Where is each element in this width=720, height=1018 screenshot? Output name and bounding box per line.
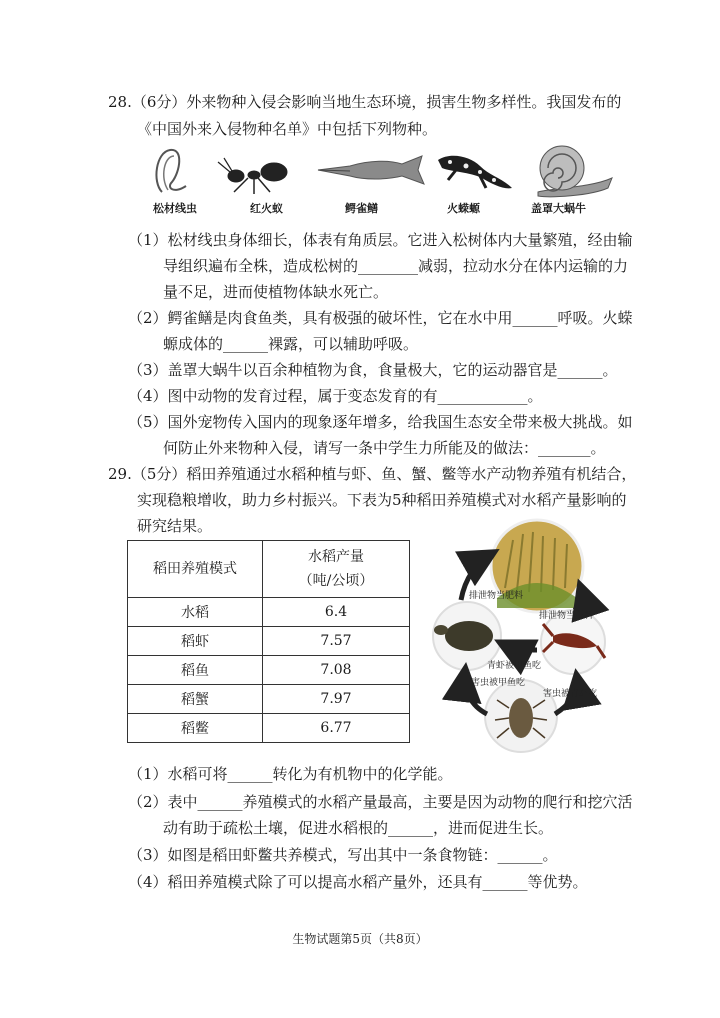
q29-p2-line2: 动有助于疏松土壤，促进水稻根的______，进而促进生长。 (163, 819, 554, 837)
table-row (128, 656, 410, 685)
table-header-row (128, 541, 410, 598)
row-mode: 水稻 (128, 598, 263, 627)
q28-p5-line1: （5）国外宠物传入国内的现象逐年增多，给我国生态安全带来极大挑战。如 (128, 413, 633, 431)
diagram-label-turtle-fertilizer: 排泄物当肥料 (469, 591, 524, 601)
q28-p2-line2: 螈成体的______裸露，可以辅助呼吸。 (163, 335, 419, 353)
animal-label-gar: 鳄雀鳝 (345, 202, 378, 215)
table-row (128, 685, 410, 714)
diagram-label-shrimp-eaten: 青虾被甲鱼吃 (487, 661, 542, 671)
q29-p4: （4）稻田养殖模式除了可以提高水稻产量外，还具有______等优势。 (128, 873, 588, 891)
q29-p2-line1: （2）表中______养殖模式的水稻产量最高，主要是因为动物的爬行和挖穴活 (128, 793, 633, 811)
q29-stem-line3: 研究结果。 (137, 517, 213, 535)
turtle-picture (433, 602, 501, 670)
q28-p5-line2: 何防止外来物种入侵，请写一条中学生力所能及的做法：_______。 (163, 439, 606, 457)
q29-p3: （3）如图是稻田虾鳖共养模式，写出其中一条食物链：______。 (128, 846, 558, 864)
diagram-label-pest-eaten-shrimp: 害虫被青虾吃 (543, 689, 598, 699)
header-yield-line2: （吨/公顷） (298, 573, 374, 589)
ant-picture (218, 158, 287, 194)
q29-stem-line2: 实现稳粮增收，助力乡村振兴。下表为5种稻田养殖模式对水稻产量影响的 (137, 491, 627, 509)
table-row (128, 627, 410, 656)
row-yield: 6.4 (263, 598, 410, 627)
q28-p1-line2: 导组织遍布全株，造成松树的________减弱，拉动水分在体内运输的力 (163, 257, 629, 275)
q28-stem-line1: 28.（6分）外来物种入侵会影响当地生态环境，损害生物多样性。我国发布的 (108, 93, 622, 111)
animal-label-fire-ant: 红火蚁 (250, 202, 283, 215)
page-footer: 生物试题第5页（共8页） (292, 932, 428, 946)
yield-table (127, 540, 410, 743)
table-row (128, 714, 410, 743)
diagram-label-crayfish-fertilizer: 排泄物当肥料 (539, 611, 594, 621)
diagram-label-pest-eaten-turtle: 害虫被甲鱼吃 (471, 678, 526, 688)
q28-p3: （3）盖罩大蜗牛以百余种植物为食，食量极大，它的运动器官是______。 (128, 361, 618, 379)
row-mode: 稻鱼 (128, 656, 263, 685)
animal-pictures (150, 142, 620, 200)
animal-label-salamander: 火蝾螈 (447, 202, 480, 215)
arrow-crayfish-to-turtle (503, 644, 537, 650)
header-yield-line1: 水稻产量 (308, 549, 364, 565)
table-row (128, 598, 410, 627)
animal-label-nematode: 松材线虫 (153, 202, 197, 215)
q28-p1-line3: 量不足，进而使植物体缺水死亡。 (163, 283, 389, 301)
animal-label-snail: 盖罩大蜗牛 (531, 202, 586, 215)
q28-p2-line1: （2）鳄雀鳝是肉食鱼类，具有极强的破坏性，它在水中用______呼吸。火蝾 (128, 309, 633, 327)
row-yield: 7.97 (263, 685, 410, 714)
row-mode: 稻虾 (128, 627, 263, 656)
q28-stem-line2: 《中国外来入侵物种名单》中包括下列物种。 (137, 120, 438, 138)
q28-p4: （4）图中动物的发育过程，属于变态发育的有____________。 (128, 387, 543, 405)
nematode-picture (156, 150, 186, 192)
q28-p1-line1: （1）松材线虫身体细长，体表有角质层。它进入松树体内大量繁殖，经由输 (128, 231, 633, 249)
q29-p1: （1）水稻可将______转化为有机物中的化学能。 (128, 765, 453, 783)
food-web-diagram (425, 518, 610, 758)
header-yield (263, 541, 410, 598)
gar-fish-picture (318, 156, 424, 184)
row-yield: 6.77 (263, 714, 410, 743)
snail-picture (538, 146, 612, 197)
row-mode: 稻蟹 (128, 685, 263, 714)
row-yield: 7.08 (263, 656, 410, 685)
q29-stem-line1: 29.（5分）稻田养殖通过水稻种植与虾、鱼、蟹、鳖等水产动物养殖有机结合， (108, 465, 637, 483)
salamander-picture (438, 156, 512, 189)
header-mode: 稻田养殖模式 (128, 541, 263, 598)
row-yield: 7.57 (263, 627, 410, 656)
row-mode: 稻鳖 (128, 714, 263, 743)
